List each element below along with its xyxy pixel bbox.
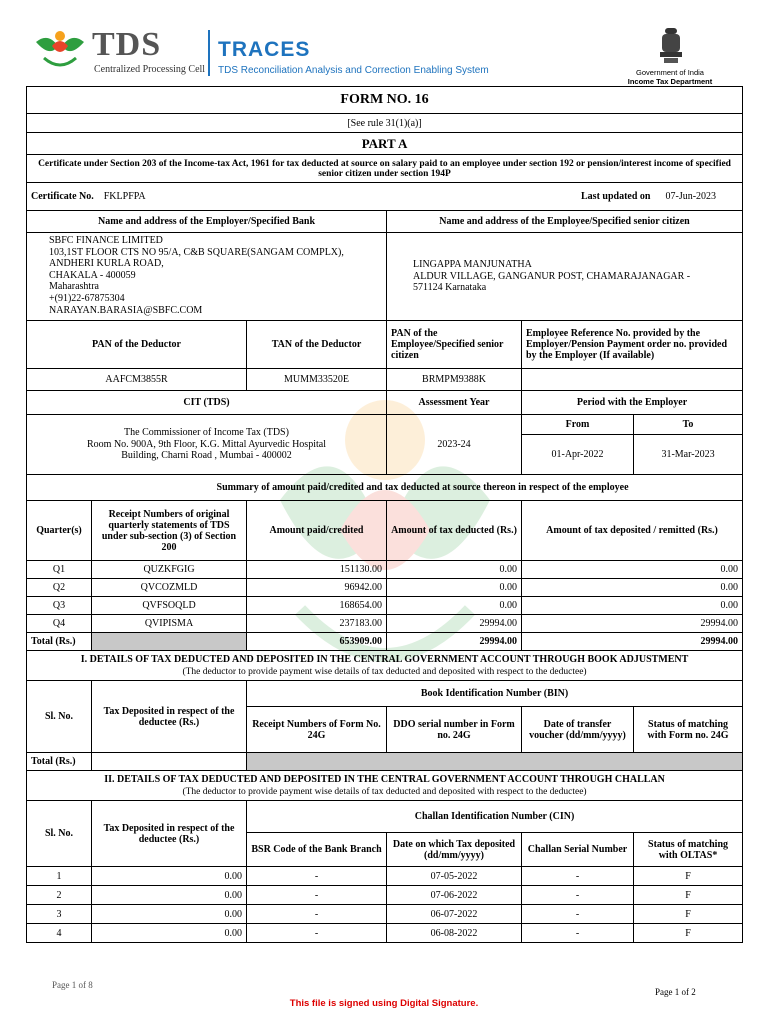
challan-bsr: - <box>247 905 387 924</box>
employee-heading: Name and address of the Employee/Specified senior citizen <box>387 211 743 233</box>
challan-bsr: - <box>247 886 387 905</box>
employer-line: ANDHERI KURLA ROAD, <box>49 258 164 270</box>
cit-line: Building, Charni Road , Mumbai - 400002 <box>121 450 292 462</box>
pan-employee-label: PAN of the Employee/Specified senior citizen <box>387 321 522 369</box>
goi-label <box>620 68 720 86</box>
cit-label: CIT (TDS) <box>27 391 387 415</box>
tds-subtitle: Centralized Processing Cell <box>94 64 206 75</box>
deducted-cell: 0.00 <box>387 579 522 597</box>
table-row <box>27 579 743 597</box>
table-row <box>27 615 743 633</box>
emp-ref-label: Employee Reference No. provided by the Employer/Pension Payment order no. provided by the Employer (If available) <box>522 321 743 369</box>
form-rule: [See rule 31(1)(a)] <box>27 114 743 133</box>
challan-tax: 0.00 <box>92 924 247 943</box>
certificate-no-value: FKLPFPA <box>103 191 146 202</box>
cin-col-head: BSR Code of the Bank Branch <box>247 833 387 867</box>
challan-sl: 4 <box>27 924 92 943</box>
tan-deductor-value: MUMM33520E <box>247 369 387 391</box>
challan-bsr: - <box>247 924 387 943</box>
cin-heading: Challan Identification Number (CIN) <box>247 801 743 833</box>
challan-sl: 3 <box>27 905 92 924</box>
deducted-cell: 0.00 <box>387 561 522 579</box>
challan-serial: - <box>522 867 634 886</box>
challan-status: F <box>634 886 743 905</box>
cin-col-head: Challan Serial Number <box>522 833 634 867</box>
part-a-title: PART A <box>27 133 743 155</box>
deducted-cell: 0.00 <box>387 597 522 615</box>
bin-total-row <box>27 753 743 771</box>
certificate-no-cell <box>27 183 387 211</box>
quarter-cell: Q3 <box>27 597 92 615</box>
total-deducted: 29994.00 <box>387 633 522 651</box>
employer-line: +(91)22-67875304 <box>49 292 125 304</box>
page-header <box>0 0 768 86</box>
employer-line: Maharashtra <box>49 281 99 293</box>
table-row <box>27 561 743 579</box>
bin-total-blank <box>247 753 743 771</box>
pan-deductor-value: AAFCM3855R <box>27 369 247 391</box>
deposited-col-head: Amount of tax deposited / remitted (Rs.) <box>522 501 743 561</box>
certificate-no-label: Certificate No. <box>31 191 94 202</box>
employee-line: ALDUR VILLAGE, GANGANUR POST, CHAMARAJANAGAR - <box>413 270 691 282</box>
challan-serial: - <box>522 924 634 943</box>
receipt-cell: QVCOZMLD <box>92 579 247 597</box>
assessment-year-value: 2023-24 <box>387 415 522 475</box>
employer-line: CHAKALA - 400059 <box>49 269 136 281</box>
cin-col-head: Status of matching with OLTAS* <box>634 833 743 867</box>
section-2-title: II. DETAILS OF TAX DEDUCTED AND DEPOSITED IN THE CENTRAL GOVERNMENT ACCOUNT THROUGH CHALLAN <box>104 773 665 785</box>
cit-address <box>27 415 387 475</box>
challan-status: F <box>634 924 743 943</box>
quarter-col-head: Quarter(s) <box>27 501 92 561</box>
challan-date: 07-06-2022 <box>387 886 522 905</box>
table-row <box>27 924 743 943</box>
total-row <box>27 633 743 651</box>
paid-cell: 151130.00 <box>247 561 387 579</box>
emp-ref-value <box>522 369 743 391</box>
pan-deductor-label: PAN of the Deductor <box>27 321 247 369</box>
challan-serial: - <box>522 886 634 905</box>
pan-employee-value: BRMPM9388K <box>387 369 522 391</box>
form-title: FORM NO. 16 <box>27 87 743 114</box>
traces-wordmark: TRACES <box>218 38 311 61</box>
tds-wordmark: TDS <box>92 26 162 63</box>
employee-line: LINGAPPA MANJUNATHA <box>413 259 532 271</box>
employer-line: 103,1ST FLOOR CTS NO 95/A, C&B SQUARE(SANGAM COMPLX), <box>49 246 344 258</box>
employee-line: 571124 Karnataka <box>413 282 487 294</box>
bin-total-value <box>92 753 247 771</box>
bin-total-label: Total (Rs.) <box>27 753 92 771</box>
challan-bsr: - <box>247 867 387 886</box>
last-updated-value: 07-Jun-2023 <box>665 191 717 202</box>
bin-heading: Book Identification Number (BIN) <box>247 681 743 707</box>
employer-line: NARAYAN.BARASIA@SBFC.COM <box>49 304 203 316</box>
cin-col-head: Date on which Tax deposited (dd/mm/yyyy) <box>387 833 522 867</box>
paid-cell: 237183.00 <box>247 615 387 633</box>
page-number-right: Page 1 of 2 <box>655 987 696 997</box>
section-1-heading <box>27 651 743 681</box>
employer-line: SBFC FINANCE LIMITED <box>49 235 163 246</box>
bin-col-head: Status of matching with Form no. 24G <box>634 707 743 753</box>
paid-cell: 168654.00 <box>247 597 387 615</box>
certificate-text: Certificate under Section 203 of the Income-tax Act, 1961 for tax deducted at source on salary paid to an employee under section 192 or pension/interest income of specified senior citizen under section 194P <box>27 155 743 183</box>
deposited-cell: 29994.00 <box>522 615 743 633</box>
goi-line-2: Income Tax Department <box>627 77 713 86</box>
receipt-cell: QUZKFGIG <box>92 561 247 579</box>
employee-address <box>387 233 743 321</box>
deducted-cell: 29994.00 <box>387 615 522 633</box>
challan-serial: - <box>522 905 634 924</box>
total-receipt-blank <box>92 633 247 651</box>
to-value: 31-Mar-2023 <box>634 435 743 475</box>
bin-slno-head: Sl. No. <box>27 681 92 753</box>
form16-table <box>26 86 743 943</box>
cit-line: The Commissioner of Income Tax (TDS) <box>124 427 289 439</box>
tan-deductor-label: TAN of the Deductor <box>247 321 387 369</box>
summary-heading: Summary of amount paid/credited and tax deducted at source thereon in respect of the employee <box>27 475 743 501</box>
deducted-col-head: Amount of tax deducted (Rs.) <box>387 501 522 561</box>
challan-tax: 0.00 <box>92 886 247 905</box>
deposited-cell: 0.00 <box>522 561 743 579</box>
challan-date: 07-05-2022 <box>387 867 522 886</box>
from-value: 01-Apr-2022 <box>522 435 634 475</box>
receipt-cell: QVIPISMA <box>92 615 247 633</box>
employer-heading: Name and address of the Employer/Specified Bank <box>27 211 387 233</box>
challan-date: 06-07-2022 <box>387 905 522 924</box>
paid-cell: 96942.00 <box>247 579 387 597</box>
quarter-cell: Q4 <box>27 615 92 633</box>
challan-status: F <box>634 905 743 924</box>
employer-address <box>27 233 387 321</box>
section-2-subtitle: (The deductor to provide payment wise details of tax deducted and deposited with respect to the deductee) <box>182 786 587 797</box>
cit-line: Room No. 900A, 9th Floor, K.G. Mittal Ayurvedic Hospital <box>87 438 326 450</box>
tds-logo-icon <box>30 28 90 72</box>
receipt-cell: QVFSOQLD <box>92 597 247 615</box>
cin-tax-head: Tax Deposited in respect of the deductee (Rs.) <box>92 801 247 867</box>
digital-signature-note: This file is signed using Digital Signature. <box>289 998 479 1009</box>
goi-line-1: Government of India <box>636 68 704 77</box>
challan-sl: 1 <box>27 867 92 886</box>
challan-tax: 0.00 <box>92 905 247 924</box>
bin-col-head: Date of transfer voucher (dd/mm/yyyy) <box>522 707 634 753</box>
challan-status: F <box>634 867 743 886</box>
table-row <box>27 597 743 615</box>
paid-col-head: Amount paid/credited <box>247 501 387 561</box>
from-label: From <box>522 415 634 435</box>
deposited-cell: 0.00 <box>522 579 743 597</box>
header-divider <box>208 30 210 76</box>
bin-col-head: DDO serial number in Form no. 24G <box>387 707 522 753</box>
table-row <box>27 905 743 924</box>
total-label: Total (Rs.) <box>27 633 92 651</box>
last-updated-label: Last updated on <box>581 191 651 202</box>
total-paid: 653909.00 <box>247 633 387 651</box>
section-2-heading <box>27 771 743 801</box>
last-updated-cell <box>387 183 743 211</box>
to-label: To <box>634 415 743 435</box>
receipt-col-head: Receipt Numbers of original quarterly statements of TDS under sub-section (3) of Section 200 <box>92 501 247 561</box>
section-1-subtitle: (The deductor to provide payment wise details of tax deducted and deposited with respect to the deductee) <box>182 666 587 677</box>
period-label: Period with the Employer <box>522 391 743 415</box>
traces-subtitle: TDS Reconciliation Analysis and Correction Enabling System <box>218 65 489 76</box>
deposited-cell: 0.00 <box>522 597 743 615</box>
bin-tax-head: Tax Deposited in respect of the deductee (Rs.) <box>92 681 247 753</box>
table-row <box>27 867 743 886</box>
page-number-left: Page 1 of 8 <box>52 980 93 990</box>
national-emblem-icon <box>656 26 686 66</box>
section-1-title: I. DETAILS OF TAX DEDUCTED AND DEPOSITED IN THE CENTRAL GOVERNMENT ACCOUNT THROUGH BOOK ADJUSTMENT <box>80 653 689 665</box>
quarter-cell: Q2 <box>27 579 92 597</box>
bin-col-head: Receipt Numbers of Form No. 24G <box>247 707 387 753</box>
table-row <box>27 886 743 905</box>
total-deposited: 29994.00 <box>522 633 743 651</box>
challan-tax: 0.00 <box>92 867 247 886</box>
cin-slno-head: Sl. No. <box>27 801 92 867</box>
quarter-cell: Q1 <box>27 561 92 579</box>
challan-sl: 2 <box>27 886 92 905</box>
challan-date: 06-08-2022 <box>387 924 522 943</box>
assessment-year-label: Assessment Year <box>387 391 522 415</box>
